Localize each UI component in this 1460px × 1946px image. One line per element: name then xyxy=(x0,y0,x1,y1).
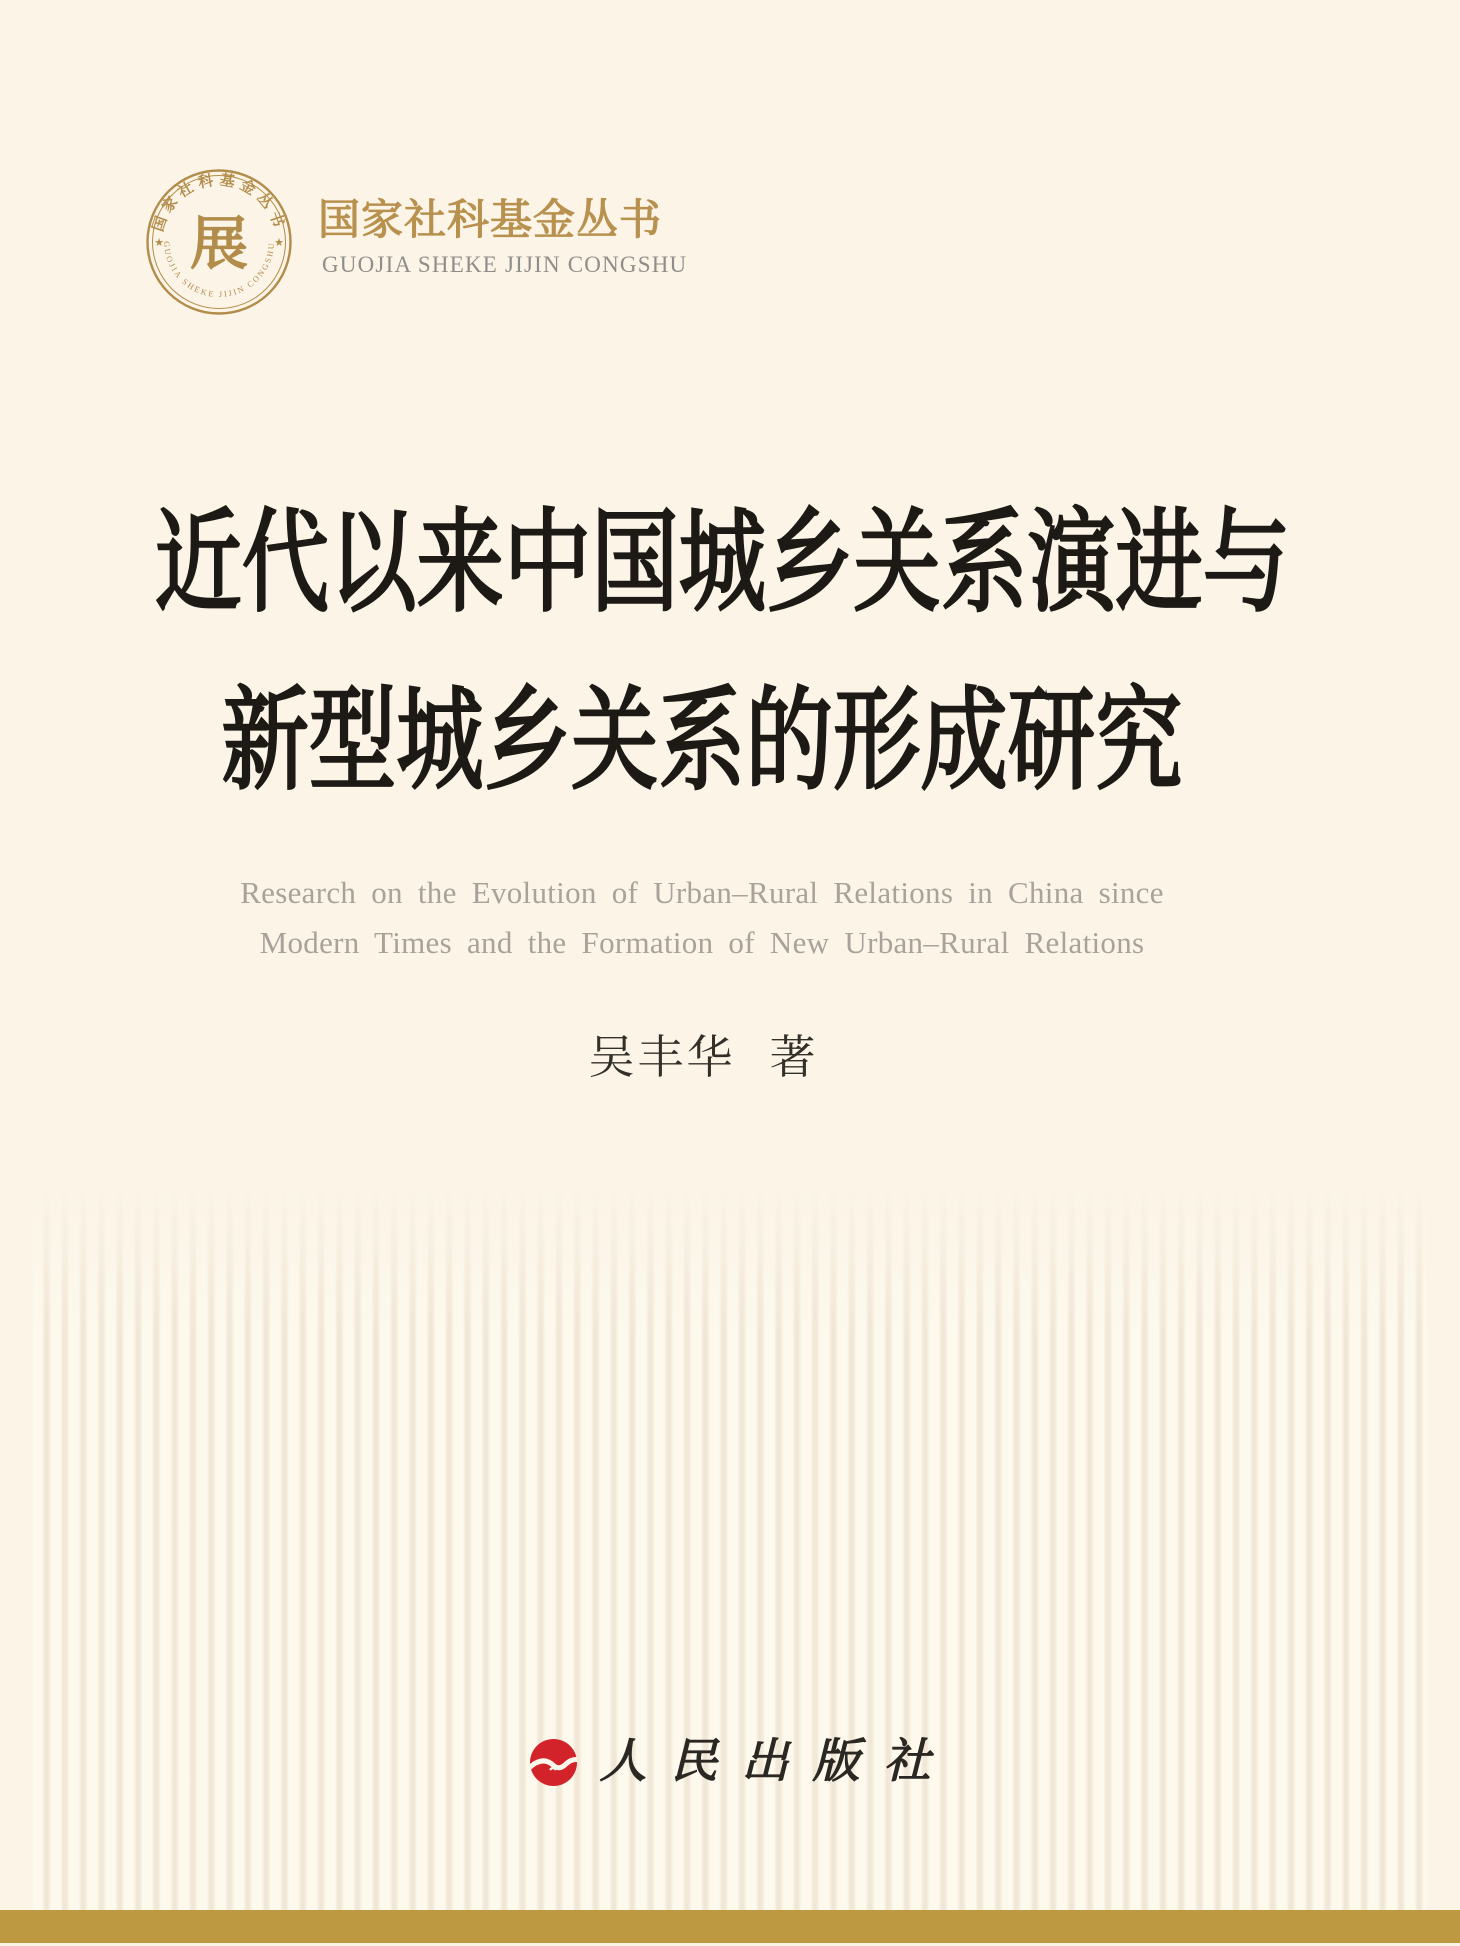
subtitle-en-line-2: Modern Times and the Formation of New Urban–Rural Relations xyxy=(259,925,1145,960)
publisher-logo-icon xyxy=(530,1739,577,1786)
series-title-en: GUOJIA SHEKE JIJIN CONGSHU xyxy=(322,252,688,277)
bottom-gold-band xyxy=(0,1910,1460,1943)
author-name: 吴丰华 xyxy=(588,1032,736,1083)
series-title-cn: 国家社科基金丛书 xyxy=(318,198,663,244)
author-role: 著 xyxy=(769,1032,816,1083)
seal-star-right-icon: ★ xyxy=(274,237,284,249)
book-subtitle-en xyxy=(0,868,1404,968)
publisher-row xyxy=(0,1731,1460,1793)
seal-svg xyxy=(145,168,293,316)
seal-star-left-icon: ★ xyxy=(154,237,164,249)
publisher-name: 人民出版社 xyxy=(599,1735,955,1788)
pinstripe-panel xyxy=(33,1185,1427,1910)
seal-arc-text-en: GUOJIA SHEKE JIJIN CONGSHU xyxy=(161,240,277,300)
book-title-line-2: 新型城乡关系的形成研究 xyxy=(221,680,1183,804)
seal-arc-text-cn: 国家社科基金丛书 xyxy=(150,172,288,234)
pinstripe-fade xyxy=(33,1185,1427,1335)
book-title-line-1: 近代以来中国城乡关系演进与 xyxy=(154,502,1291,626)
series-seal-icon xyxy=(145,168,293,316)
seal-center-glyph: 展 xyxy=(189,211,249,277)
author-line xyxy=(0,1030,1404,1085)
subtitle-en-line-1: Research on the Evolution of Urban–Rural Relations in China since xyxy=(240,875,1164,910)
